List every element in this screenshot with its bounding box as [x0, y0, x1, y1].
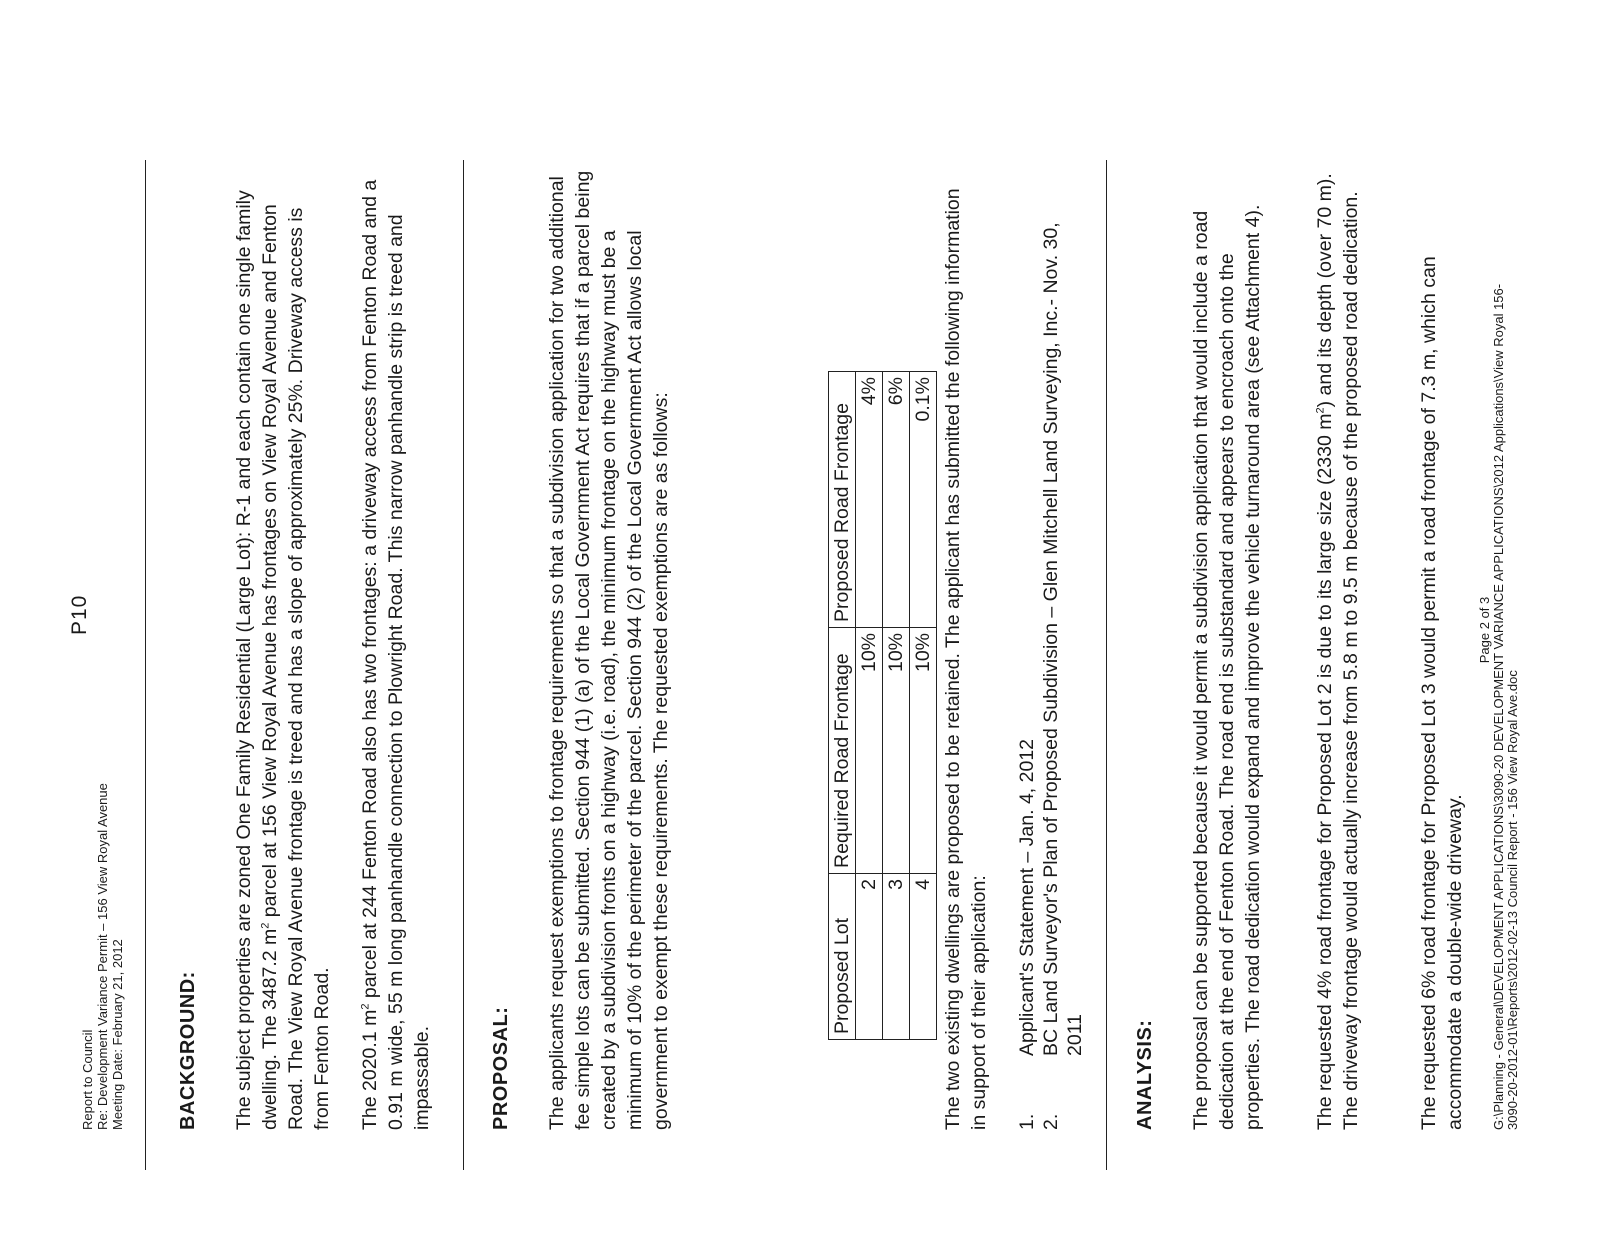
- report-header: [80, 783, 125, 1130]
- table-row: [910, 372, 937, 1040]
- analysis-paragraph-1: The proposal can be supported because it would permit a subdivision application that would include a road dedication at the end of Fenton Road. The road end is substandard and appears to encroach onto the properties. The road dedication would expand and improve the vehicle turnaround area (see Attachment 4).: [1190, 204, 1264, 1130]
- page-code: P10: [68, 594, 91, 635]
- rotated-report-sheet: [60, 130, 1540, 1130]
- table-header-cell: Proposed Lot: [829, 874, 856, 1040]
- background-paragraph-1: The subject properties are zoned One Family Residential (Large Lot): R-1 and each contain one single family dwelling. The 3487.2 $m^2$ parcel at 156 View Royal Avenue has frontages on View Royal Avenue and Fenton Road. The View Royal Avenue frontage is treed and has a slope of approximately 25%. Driveway access is from Fenton Road.: [233, 190, 333, 1130]
- table-cell: 10%: [856, 628, 883, 874]
- analysis-paragraph-2: The requested 4% road frontage for Proposed Lot 2 is due to its large size (2330 $m^2$) and its depth (over 70 m). The driveway frontage would actually increase from 5.8 m to 9.5 m because of the proposed road dedication.: [1314, 173, 1362, 1130]
- background-paragraph-2: The 2020.1 $m^2$ parcel at 244 Fenton Road also has two frontages: a driveway access from Fenton Road and a 0.91 m wide, 55 m long panhandle connection to Plowright Road. This narrow panhandle strip is treed and impassable.: [359, 179, 433, 1130]
- list-item-number: 1.: [1016, 1113, 1038, 1130]
- divider-top: [145, 160, 146, 1170]
- table-header-cell: Required Road Frontage: [829, 628, 856, 874]
- analysis-heading: ANALYSIS:: [1134, 1019, 1156, 1130]
- list-item-number: 2.: [1040, 1113, 1062, 1130]
- page-footer: [1478, 130, 1520, 1130]
- table-row: [883, 372, 910, 1040]
- divider-proposal: [463, 160, 464, 1170]
- footer-path-line-2: 3090-20-2012-01\Reports\2012-02-13 Council Report - 156 View Royal Ave.doc: [1505, 670, 1520, 1130]
- table-cell: 2: [856, 874, 883, 1040]
- proposal-paragraph-2: The two existing dwellings are proposed to be retained. The applicant has submitted the following information in support of their application:: [942, 188, 990, 1130]
- background-heading: BACKGROUND:: [177, 971, 199, 1130]
- proposal-paragraph-1: The applicants request exemptions to frontage requirements so that a subdivision application for two additional fee simple lots can be submitted. Section 944 (1) (a) of the Local Government Act requires that if a parcel being created by a subdivision fronts on a highway (i.e. road), the minimum frontage on the highway must be a minimum of 10% of the perimeter of the parcel. Section 944 (2) of the Local Government Act allows local government to exempt these requirements. The requested exemptions are as follows:: [546, 170, 672, 1130]
- footer-page-number: Page 2 of 3: [1477, 596, 1492, 664]
- footer-layer: [1478, 130, 1538, 1130]
- list-item: [1015, 206, 1039, 1130]
- table-cell: 4%: [856, 372, 883, 628]
- analysis-paragraph-3: The requested 6% road frontage for Proposed Lot 3 would permit a road frontage of 7.3 m, which can accommodate a double-wide driveway.: [1418, 256, 1466, 1130]
- exemptions-table: [828, 371, 937, 1040]
- header-line-2: Re: Development Variance Permit – 156 View Royal Avenue: [95, 783, 110, 1130]
- list-item: [1039, 206, 1087, 1130]
- list-item-text: BC Land Surveyor's Plan of Proposed Subdivision – Glen Mitchell Land Surveying, Inc.- Nov. 30, 2011: [1040, 222, 1086, 1056]
- table-cell: 4: [910, 874, 937, 1040]
- table-cell: 10%: [910, 628, 937, 874]
- proposal-heading: PROPOSAL:: [490, 1006, 512, 1130]
- header-line-3: Meeting Date: February 21, 2012: [110, 939, 125, 1130]
- table-cell: 10%: [883, 628, 910, 874]
- table-header-cell: Proposed Road Frontage: [829, 372, 856, 628]
- header-line-1: Report to Council: [80, 1029, 95, 1130]
- list-item-text: Applicant's Statement – Jan. 4, 2012: [1016, 738, 1038, 1056]
- supporting-documents-list: [1015, 206, 1087, 1130]
- footer-path-line-1: G:\Planning - General\DEVELOPMENT APPLICATIONS\3090-20 DEVELOPMENT VARIANCE APPLICATIONS\2012 Applications\View Royal 156-: [1491, 283, 1506, 1130]
- table-cell: 0.1%: [910, 372, 937, 628]
- table-cell: 3: [883, 874, 910, 1040]
- table-cell: 6%: [883, 372, 910, 628]
- table-header-row: [829, 372, 856, 1040]
- divider-analysis: [1106, 160, 1107, 1170]
- table-row: [856, 372, 883, 1040]
